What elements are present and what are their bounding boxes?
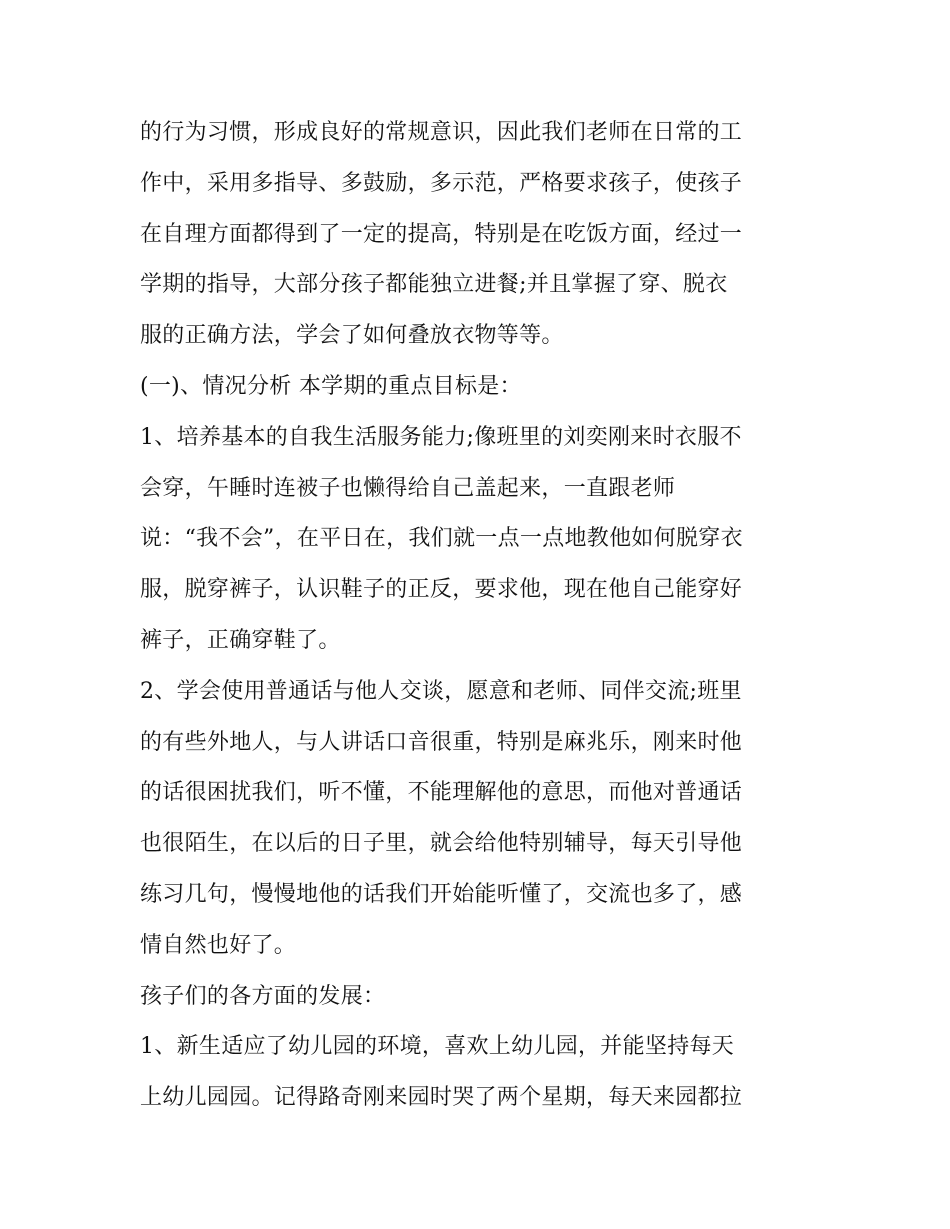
text-line: 情自然也好了。 — [140, 932, 297, 958]
section-heading: 孩子们的各方面的发展： — [140, 983, 386, 1009]
text-line: 的话很困扰我们，听不懂，不能理解他的意思，而他对普通话 — [140, 780, 743, 806]
text-line: 服，脱穿裤子，认识鞋子的正反，要求他，现在他自己能穿好 — [140, 577, 743, 603]
body-text — [140, 108, 830, 1124]
text-line: 会穿，午睡时连被子也懒得给自己盖起来，一直跟老师 — [140, 475, 676, 501]
text-line: 2、学会使用普通话与他人交谈，愿意和老师、同伴交流;班里 — [140, 678, 742, 704]
text-line: 也很陌生，在以后的日子里，就会给他特别辅导，每天引导他 — [140, 831, 743, 857]
text-line: 的有些外地人，与人讲话口音很重，特别是麻兆乐，刚来时他 — [140, 729, 743, 755]
section-heading: (一)、情况分析 本学期的重点目标是： — [140, 373, 522, 399]
text-line: 服的正确方法，学会了如何叠放衣物等等。 — [140, 323, 564, 349]
text-line: 学期的指导，大部分孩子都能独立进餐;并且掌握了穿、脱衣 — [140, 272, 728, 298]
text-line: 作中，采用多指导、多鼓励，多示范，严格要求孩子，使孩子 — [140, 170, 743, 196]
text-line: 裤子，正确穿鞋了。 — [140, 627, 341, 653]
text-line: 1、新生适应了幼儿园的环境，喜欢上幼儿园，并能坚持每天 — [140, 1034, 735, 1060]
text-line: 上幼儿园园。记得路奇刚来园时哭了两个星期，每天来园都拉 — [140, 1085, 743, 1111]
text-line: 的行为习惯，形成良好的常规意识，因此我们老师在日常的工 — [140, 120, 743, 145]
text-line: 1、培养基本的自我生活服务能力;像班里的刘奕刚来时衣服不 — [140, 424, 742, 450]
text-line: 在自理方面都得到了一定的提高，特别是在吃饭方面，经过一 — [140, 221, 743, 247]
text-line: 说：“我不会”，在平日在，我们就一点一点地教他如何脱穿衣 — [140, 526, 743, 552]
text-line: 练习几句，慢慢地他的话我们开始能听懂了，交流也多了，感 — [140, 881, 743, 907]
